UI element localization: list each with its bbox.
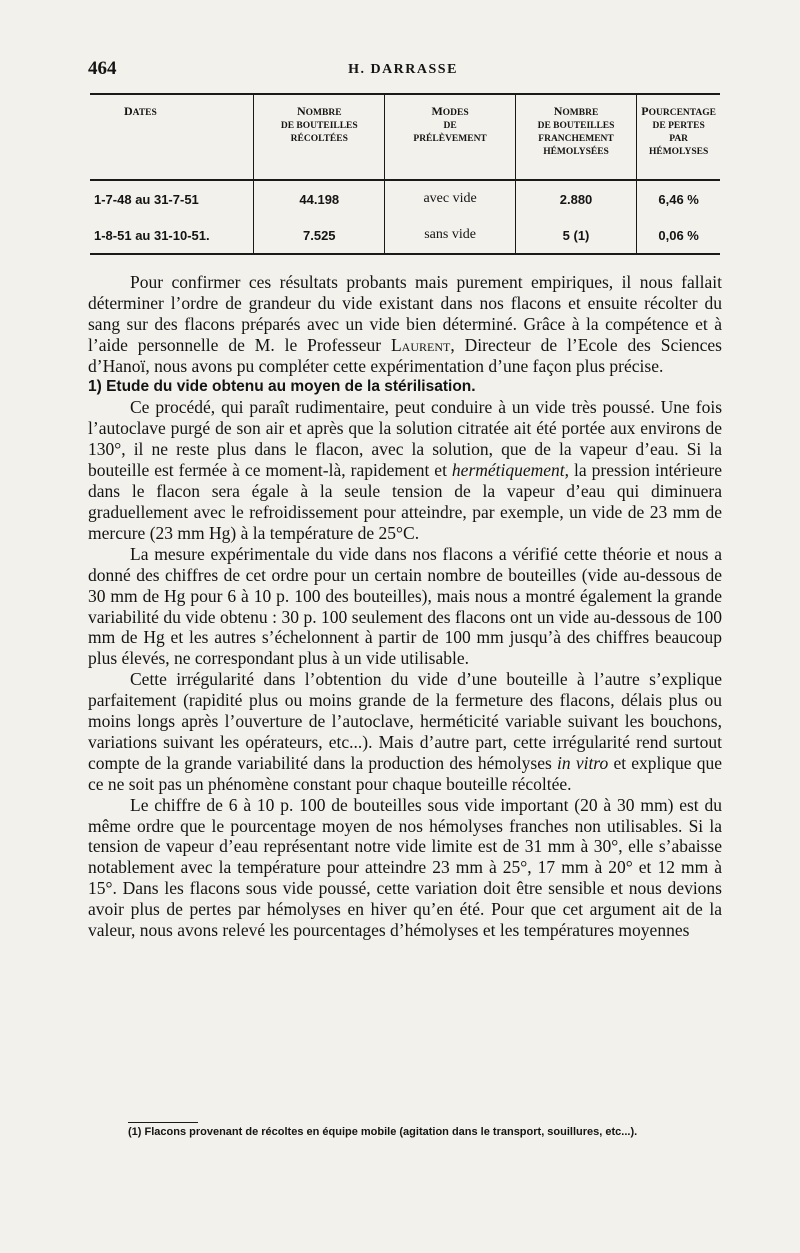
cell-mode: sans vide <box>385 217 515 254</box>
page-number: 464 <box>88 58 117 79</box>
col-bottles-collected: NOMBRE DE BOUTEILLES RÉCOLTÉES <box>254 94 385 180</box>
results-table <box>90 93 720 255</box>
paragraph: Pour confirmer ces résultats probants mais purement empiriques, il nous fallait déterminer l’ordre de grandeur du vide existant dans nos flacons et ensuite récolter du sang sur des flacons préparés avec un vide bien déterminé. Grâce à la compétence et à l’aide personnelle de M. le Professeur Laurent, Directeur de l’Ecole des Sciences d’Hanoï, nous avons pu compléter cette expérimentation d’une façon plus précise. <box>88 272 722 376</box>
table-row <box>90 180 720 217</box>
footnote: (1) Flacons provenant de récoltes en équipe mobile (agitation dans le transport, souillures, etc...). <box>128 1126 638 1138</box>
col-sampling-mode: MODES DE PRÉLÈVEMENT <box>385 94 515 180</box>
table-row <box>90 217 720 254</box>
table-header-row <box>90 94 720 180</box>
cell-bottles: 44.198 <box>254 180 385 217</box>
paragraph: La mesure expérimentale du vide dans nos flacons a vérifié cette théorie et nous a donné des chiffres de cet ordre pour un certain nombre de bouteilles (vide au-dessous de 30 mm de Hg pour 6 à 10 p. 100 des bouteilles), mais nous a montré également la grande variabilité du vide obtenu : 30 p. 100 seulement des flacons ont un vide au-dessous de 100 mm de Hg et les autres s’échelonnent à partir de 100 mm jusqu’à des chiffres beaucoup plus élevés, ne correspondant plus à un vide utilisable. <box>88 543 722 669</box>
col-loss-percent: POURCENTAGE DE PERTES PAR HÉMOLYSES <box>637 94 720 180</box>
author-name: Laurent <box>390 334 451 355</box>
cell-mode: avec vide <box>385 180 515 217</box>
cell-percent: 0,06 % <box>637 217 720 254</box>
section-title: 1) Etude du vide obtenu au moyen de la stérilisation. <box>88 377 476 395</box>
paragraph: Le chiffre de 6 à 10 p. 100 de bouteilles sous vide important (20 à 30 mm) est du même ordre que le pourcentage moyen de nos hémolyses franches non utilisables. Si la tension de vapeur d’eau représentant notre vide limite est de 31 mm à 30°, elle s’abaisse notablement avec la température pour atteindre 23 mm à 25°, 17 mm à 20° et 12 mm à 15°. Dans les flacons sous vide poussé, cette variation doit être sensible et nous devions avoir plus de pertes par hémolyses en hiver qu’en été. Pour que cet argument ait de la valeur, nous avons relevé les pourcentages d’hémolyses et les températures moyennes <box>88 794 722 941</box>
running-head: H. DARRASSE <box>348 62 458 77</box>
cell-dates: 1-8-51 au 31-10-51. <box>90 217 254 254</box>
body-text <box>88 272 722 941</box>
cell-bottles: 7.525 <box>254 217 385 254</box>
paragraph: Cette irrégularité dans l’obtention du vide d’une bouteille à l’autre s’explique parfaitement (rapidité plus ou moins grande de la fermeture des flacons, délais plus ou moins longs après l’ouverture de l’autoclave, herméticité variable suivant les bouchons, variations suivant les opérateurs, etc...). Mais d’autre part, cette irrégularité rend surtout compte de la grande variabilité dans la production des hémolyses in vitro et explique que ce ne soit pas un phénomène constant pour chaque bouteille récoltée. <box>88 669 723 794</box>
page-header <box>88 58 718 82</box>
cell-percent: 6,46 % <box>637 180 720 217</box>
cell-hemolysed: 2.880 <box>515 180 636 217</box>
paragraph: Ce procédé, qui paraît rudimentaire, peut conduire à un vide très poussé. Une fois l’autoclave purgé de son air et après que la solution citratée ait été portée aux environs de 130°, il ne reste plus dans le flacon, avec la solution, que de la vapeur d’eau. Si la bouteille est fermée à ce moment-là, rapidement et hermétiquement, la pression intérieure dans le flacon sera égale à la seule tension de la vapeur d’eau qui diminuera graduellement avec le refroidissement pour atteindre, par exemple, un vide de 23 mm de mercure (23 mm Hg) à la température de 25°C. <box>88 397 722 543</box>
col-bottles-hemolysed: NOMBRE DE BOUTEILLES FRANCHEMENT HÉMOLYSÉES <box>515 94 636 180</box>
footnote-rule <box>128 1122 198 1123</box>
cell-dates: 1-7-48 au 31-7-51 <box>94 191 199 207</box>
col-dates: DATES <box>90 94 254 180</box>
cell-hemolysed: 5 (1) <box>515 217 636 254</box>
